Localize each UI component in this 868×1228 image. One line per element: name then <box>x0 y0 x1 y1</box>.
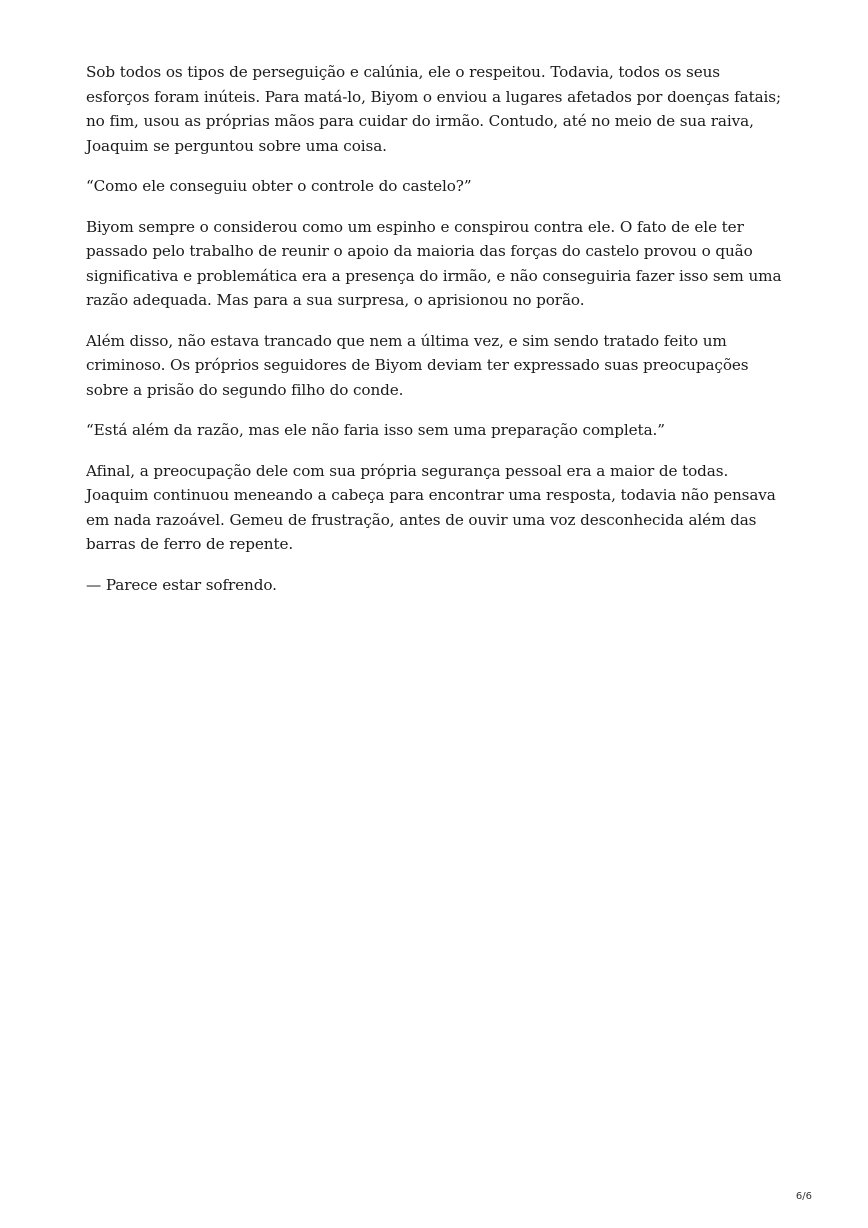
paragraph-3: Biyom sempre o considerou como um espinho e conspirou contra ele. O fato de ele ter passado pelo trabalho de reunir o apoio da maioria das forças do castelo provou o quão significativa e problemática era a presença do irmão, e não conseguiria fazer isso sem uma razão adequada. Mas para a sua surpresa, o aprisionou no porão. <box>86 217 782 309</box>
paragraph-7-dialogue: — Parece estar sofrendo. <box>86 575 277 594</box>
paragraph-6: Afinal, a preocupação dele com sua própria segurança pessoal era a maior de todas. Joaquim continuou meneando a cabeça para encontrar uma resposta, todavia não pensava em nada razoável. Gemeu de frustração, antes de ouvir uma voz desconhecida além das barras de ferro de repente. <box>86 461 776 553</box>
page-number: 6/6 <box>795 1191 812 1202</box>
paragraph-1: Sob todos os tipos de perseguição e calúnia, ele o respeitou. Todavia, todos os seus esforços foram inúteis. Para matá-lo, Biyom o enviou a lugares afetados por doenças fatais; no fim, usou as próprias mãos para cuidar do irmão. Contudo, até no meio de sua raiva, Joaquim se perguntou sobre uma coisa. <box>86 63 781 155</box>
paragraph-4: Além disso, não estava trancado que nem a última vez, e sim sendo tratado feito um criminoso. Os próprios seguidores de Biyom deviam ter expressado suas preocupações sobre a prisão do segundo filho do conde. <box>86 331 749 399</box>
document-body <box>86 60 786 613</box>
paragraph-2-quote: “Como ele conseguiu obter o controle do castelo?” <box>86 177 472 195</box>
paragraph-5-quote: “Está além da razão, mas ele não faria isso sem uma preparação completa.” <box>86 421 665 439</box>
